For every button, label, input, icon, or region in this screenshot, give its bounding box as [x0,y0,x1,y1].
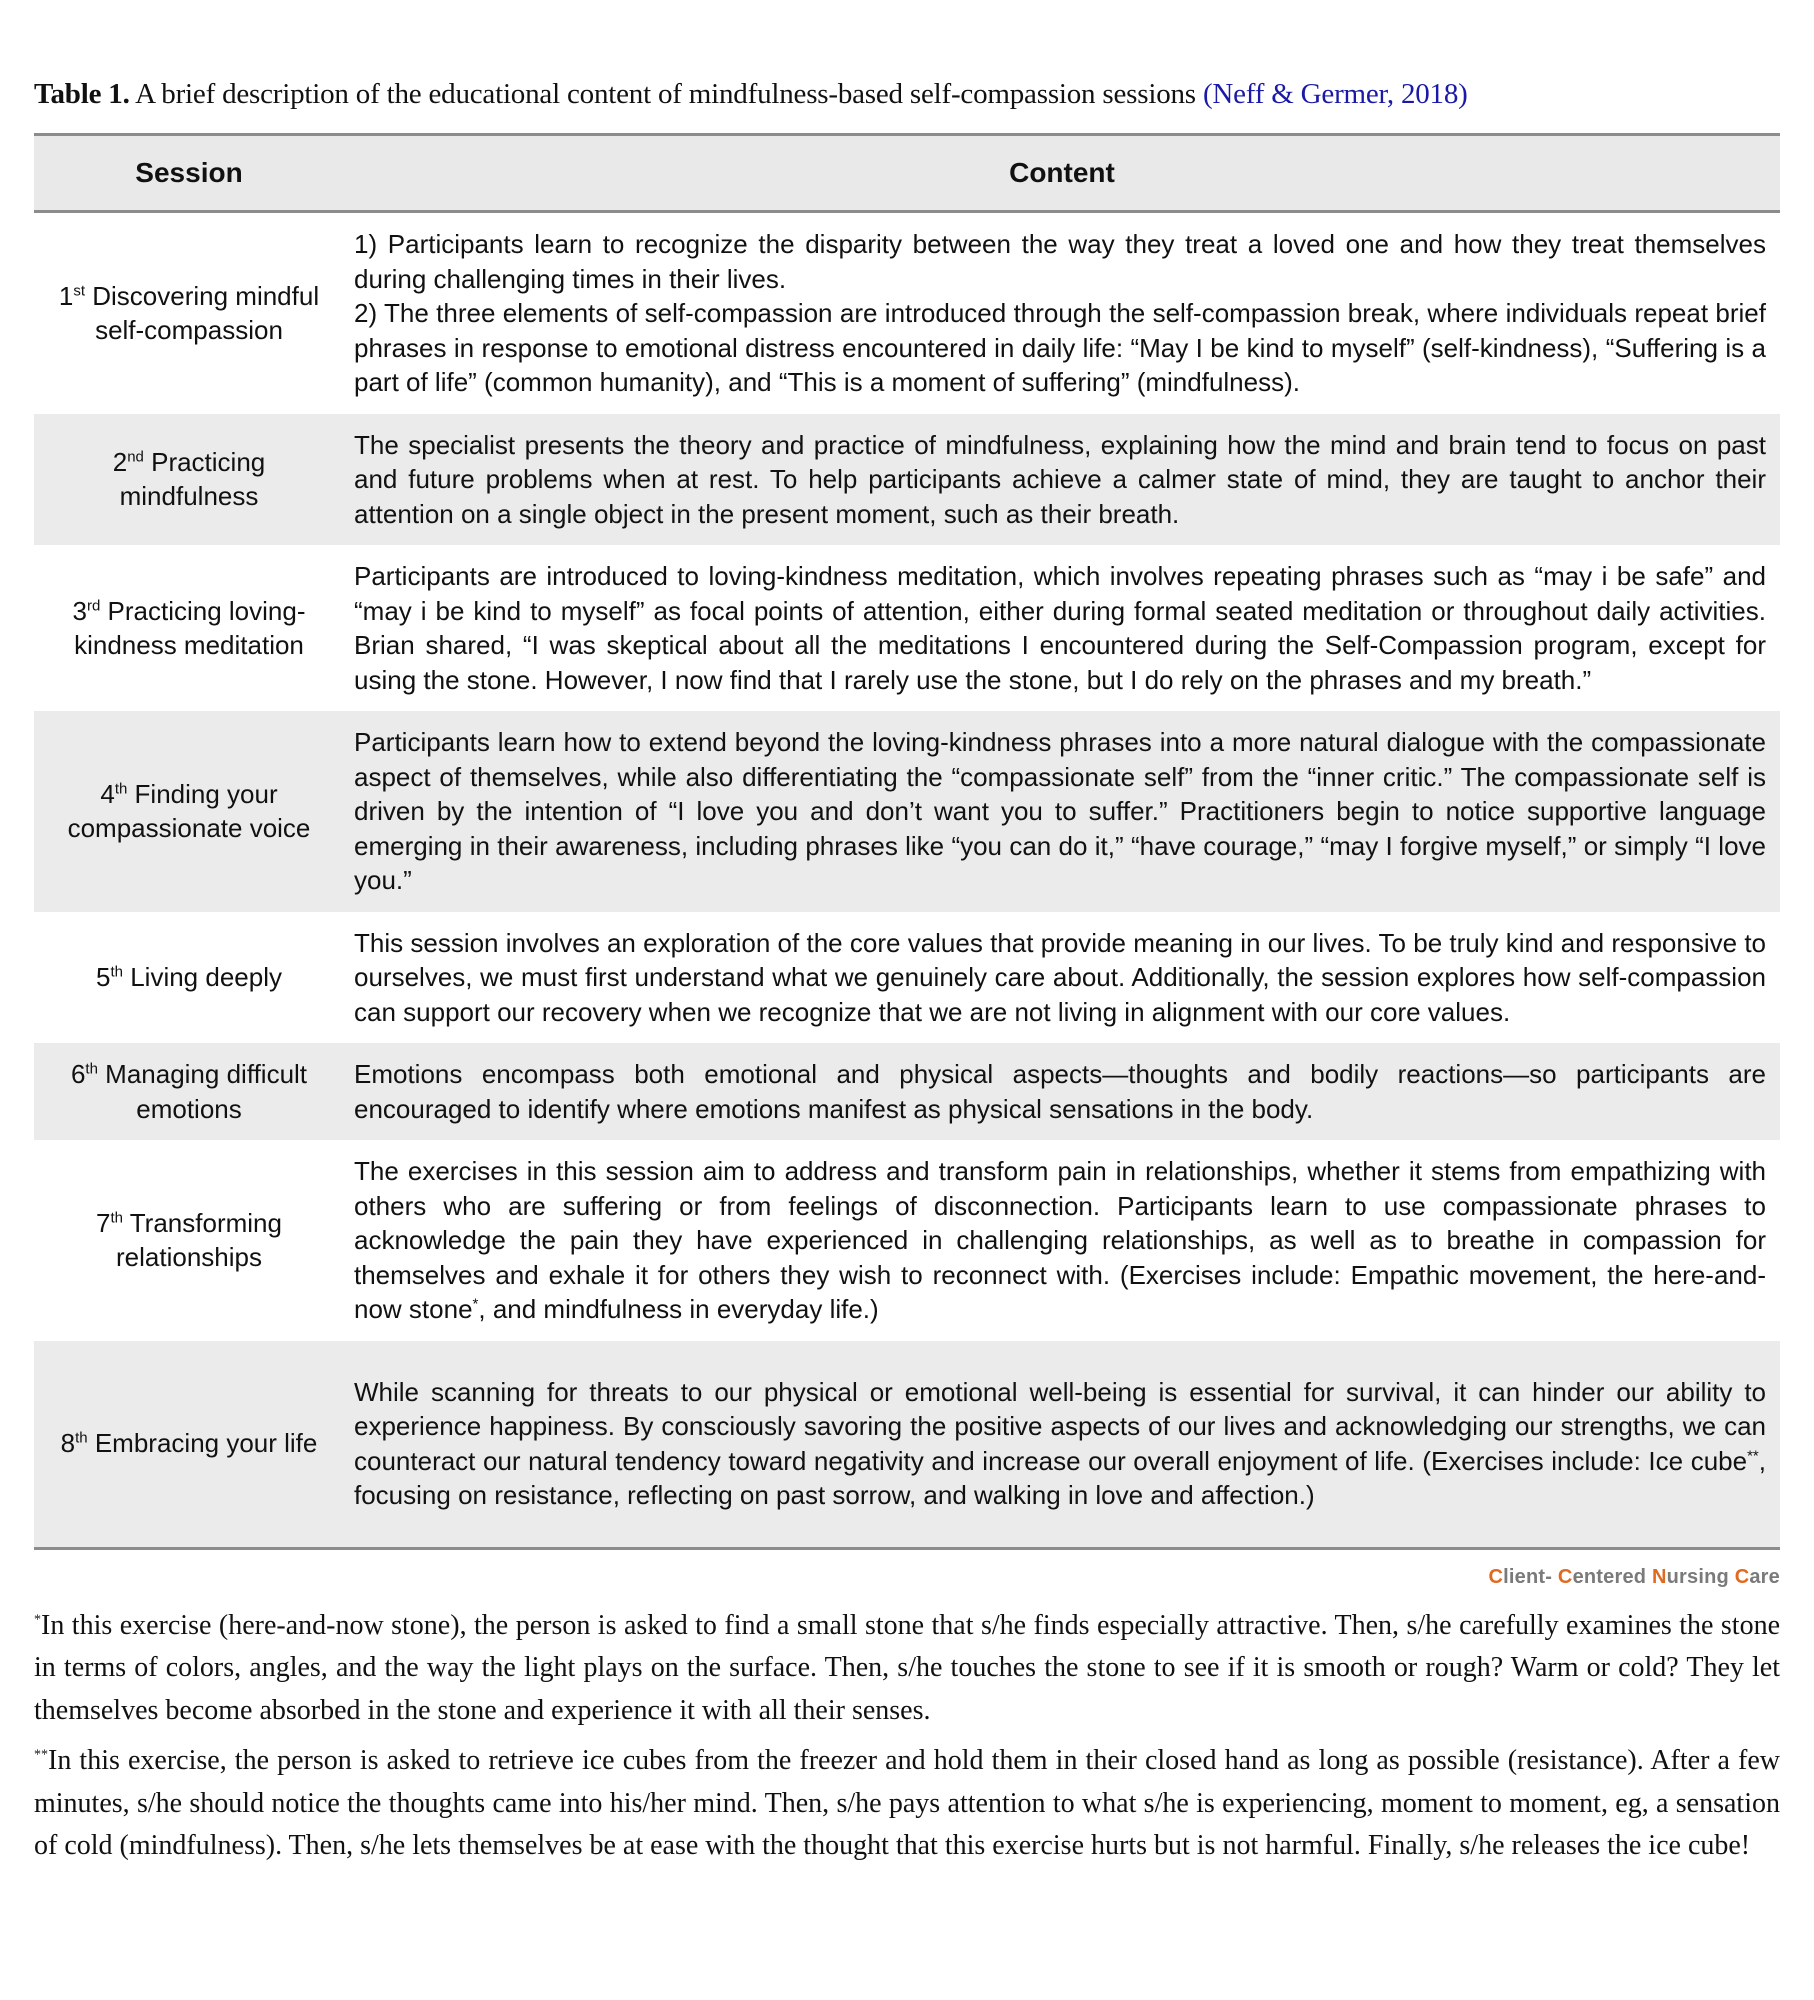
session-cell [34,1043,344,1140]
table-label: Table 1. [34,78,130,110]
content-cell [344,1341,1780,1549]
session-cell [34,212,344,414]
content-item: 2) The three elements of self-compassion are introduced through the self-compassion break, where individuals repeat brief phrases in response to emotional distress encountered in daily life: “May I be kind to myself” (self-kindness), “Suffering is a part of life” (common humanity), and “This is a moment of suffering” (mindfulness). [354,298,1766,397]
session-title: Practicing loving-kindness meditation [74,595,306,660]
footnote [34,1740,1780,1868]
session-number: 3 [72,595,87,626]
ordinal-suffix: th [75,1429,88,1447]
footnote-marker: * [472,1295,479,1313]
session-cell [34,1140,344,1341]
logo-text: ursing [1666,1565,1735,1588]
table-row [34,711,1780,912]
session-number: 2 [112,446,128,477]
logo-letter: C [1734,1565,1750,1588]
table-caption [34,78,1780,111]
session-title: Living deeply [122,962,282,992]
ordinal-suffix: th [110,1209,124,1227]
table-row [34,1140,1780,1341]
session-cell [34,711,344,912]
content-cell: The specialist presents the theory and practice of mindfulness, explaining how the mind and brain tend to focus on past and future problems when at rest. To help participants achieve a calmer state of mind, they are taught to anchor their attention on a single object in the present moment, such as their breath. [354,429,1766,529]
content-cell [344,212,1780,414]
session-number: 4 [100,778,115,809]
logo-letter: C [1488,1565,1504,1588]
session-number: 5 [96,962,111,992]
session-number: 8 [60,1428,76,1459]
content-cell: Participants are introduced to loving-kindness meditation, which involves repeating phrases such as “may i be safe” and “may i be kind to myself” as focal points of attention, either during formal seated meditation or throughout daily activities. Brian shared, “I was skeptical about all the meditations I encountered during the Self-Compassion program, except for using the stone. However, I now find that I rarely use the stone, but I do rely on the phrases and my breath.” [354,561,1766,695]
footnote-text: In this exercise, the person is asked to retrieve ice cubes from the freezer and hold them in their closed hand as long as possible (resistance). After a few minutes, s/he should notice the thoughts came into his/her mind. Then, s/he pays attention to what s/he is experiencing, moment to moment, eg, a sensation of cold (mindfulness). Then, s/he lets themselves be at ease with the thought that this exercise hurts but is not harmful. Finally, s/he releases the ice cube! [34,1745,1780,1861]
session-title: Managing difficult emotions [97,1059,308,1124]
footnote [34,1605,1780,1733]
session-number: 1 [58,280,74,311]
logo-text: are [1749,1565,1780,1588]
content-text: The exercises in this session aim to address and transform pain in relationships, whether it stems from empathizing with others who are suffering or from feelings of disconnection. Participants learn to use compassionate phrases to acknowledge the pain they have experienced in challenging relationships, as well as to breathe in compassion for themselves and exhale it for others they wish to reconnect with. (Exercises include: Empathic movement, the here-and-now stone [354,1156,1766,1324]
content-item: 1) Participants learn to recognize the disparity between the way they treat a loved one and how they treat themselves during challenging times in their lives. [354,229,1766,294]
footnote-marker: * [34,1612,41,1628]
citation-link[interactable]: (Neff & Germer, 2018) [1202,78,1468,110]
session-cell [34,912,344,1044]
footnote-text: In this exercise (here-and-now stone), the person is asked to find a small stone that s/he finds especially attractive. Then, s/he carefully examines the stone in terms of colors, angles, and the way the light plays on the surface. Then, s/he touches the stone to see if it is smooth or rough? Warm or cold? They let themselves become absorbed in the stone and experience it with all their senses. [34,1609,1780,1726]
logo-letter: C [1557,1565,1573,1588]
logo-letter: N [1651,1565,1667,1588]
journal-logo [34,1566,1780,1589]
content-text: , and mindfulness in everyday life.) [478,1294,879,1324]
header-session: Session [135,157,243,188]
ordinal-suffix: rd [86,596,101,614]
content-cell: Participants learn how to extend beyond the loving-kindness phrases into a more natural dialogue with the compassionate aspect of themselves, while also differentiating the “compassionate self” from the “inner critic.” The compassionate self is driven by the intention of “I love you and don’t want you to suffer.” Practitioners begin to notice supportive language emerging in their awareness, including phrases like “you can do it,” “have courage,” “may I forgive myself,” or simply “I love you.” [354,727,1766,895]
table-row [34,545,1780,711]
footnote-marker: ** [1747,1446,1759,1464]
session-number: 6 [70,1059,86,1089]
ordinal-suffix: th [85,1060,98,1078]
ordinal-suffix: nd [127,448,144,466]
session-cell [34,414,344,546]
table-row [34,212,1780,414]
session-title: Discovering mindful self-compassion [85,280,320,346]
content-text: While scanning for threats to our physical or emotional well-being is essential for survival, it can hinder our ability to experience happiness. By consciously savoring the positive aspects of our lives and acknowledging our strengths, we can counteract our natural tendency toward negativity and increase our overall enjoyment of life. (Exercises include: Ice cube [354,1376,1766,1476]
content-cell: This session involves an exploration of the core values that provide meaning in our lives. To be truly kind and responsive to ourselves, we must first understand what we genuinely care about. Additionally, the session explores how self-compassion can support our recovery when we recognize that we are not living in alignment with our core values. [354,927,1766,1027]
table-row [34,1341,1780,1549]
logo-text: entered [1572,1565,1652,1588]
session-number: 7 [96,1207,111,1238]
table-header-row [34,135,1780,212]
session-title: Embracing your life [87,1428,318,1459]
session-title: Transforming relationships [116,1207,282,1273]
header-content: Content [1009,157,1115,188]
document-page [34,78,1780,1868]
ordinal-suffix: th [110,963,123,981]
table-row [34,1043,1780,1140]
sessions-table [34,133,1780,1550]
session-cell [34,545,344,711]
session-title: Finding your compassionate voice [67,778,311,844]
caption-text: A brief description of the educational content of mindfulness-based self-compassion sessions [129,78,1203,110]
table-row [34,414,1780,546]
content-cell [344,1140,1780,1341]
content-text: , focusing on resistance, reflecting on past sorrow, and walking in love and affection.) [354,1445,1766,1510]
content-cell: Emotions encompass both emotional and physical aspects—thoughts and bodily reactions—so participants are encouraged to identify where emotions manifest as physical sensations in the body. [354,1059,1766,1124]
table-row [34,912,1780,1044]
session-title: Practicing mindfulness [119,446,266,512]
ordinal-suffix: st [73,282,86,300]
session-cell [34,1341,344,1549]
logo-text: lient- [1503,1565,1558,1588]
footnote-marker: ** [34,1747,48,1763]
ordinal-suffix: th [114,780,128,798]
